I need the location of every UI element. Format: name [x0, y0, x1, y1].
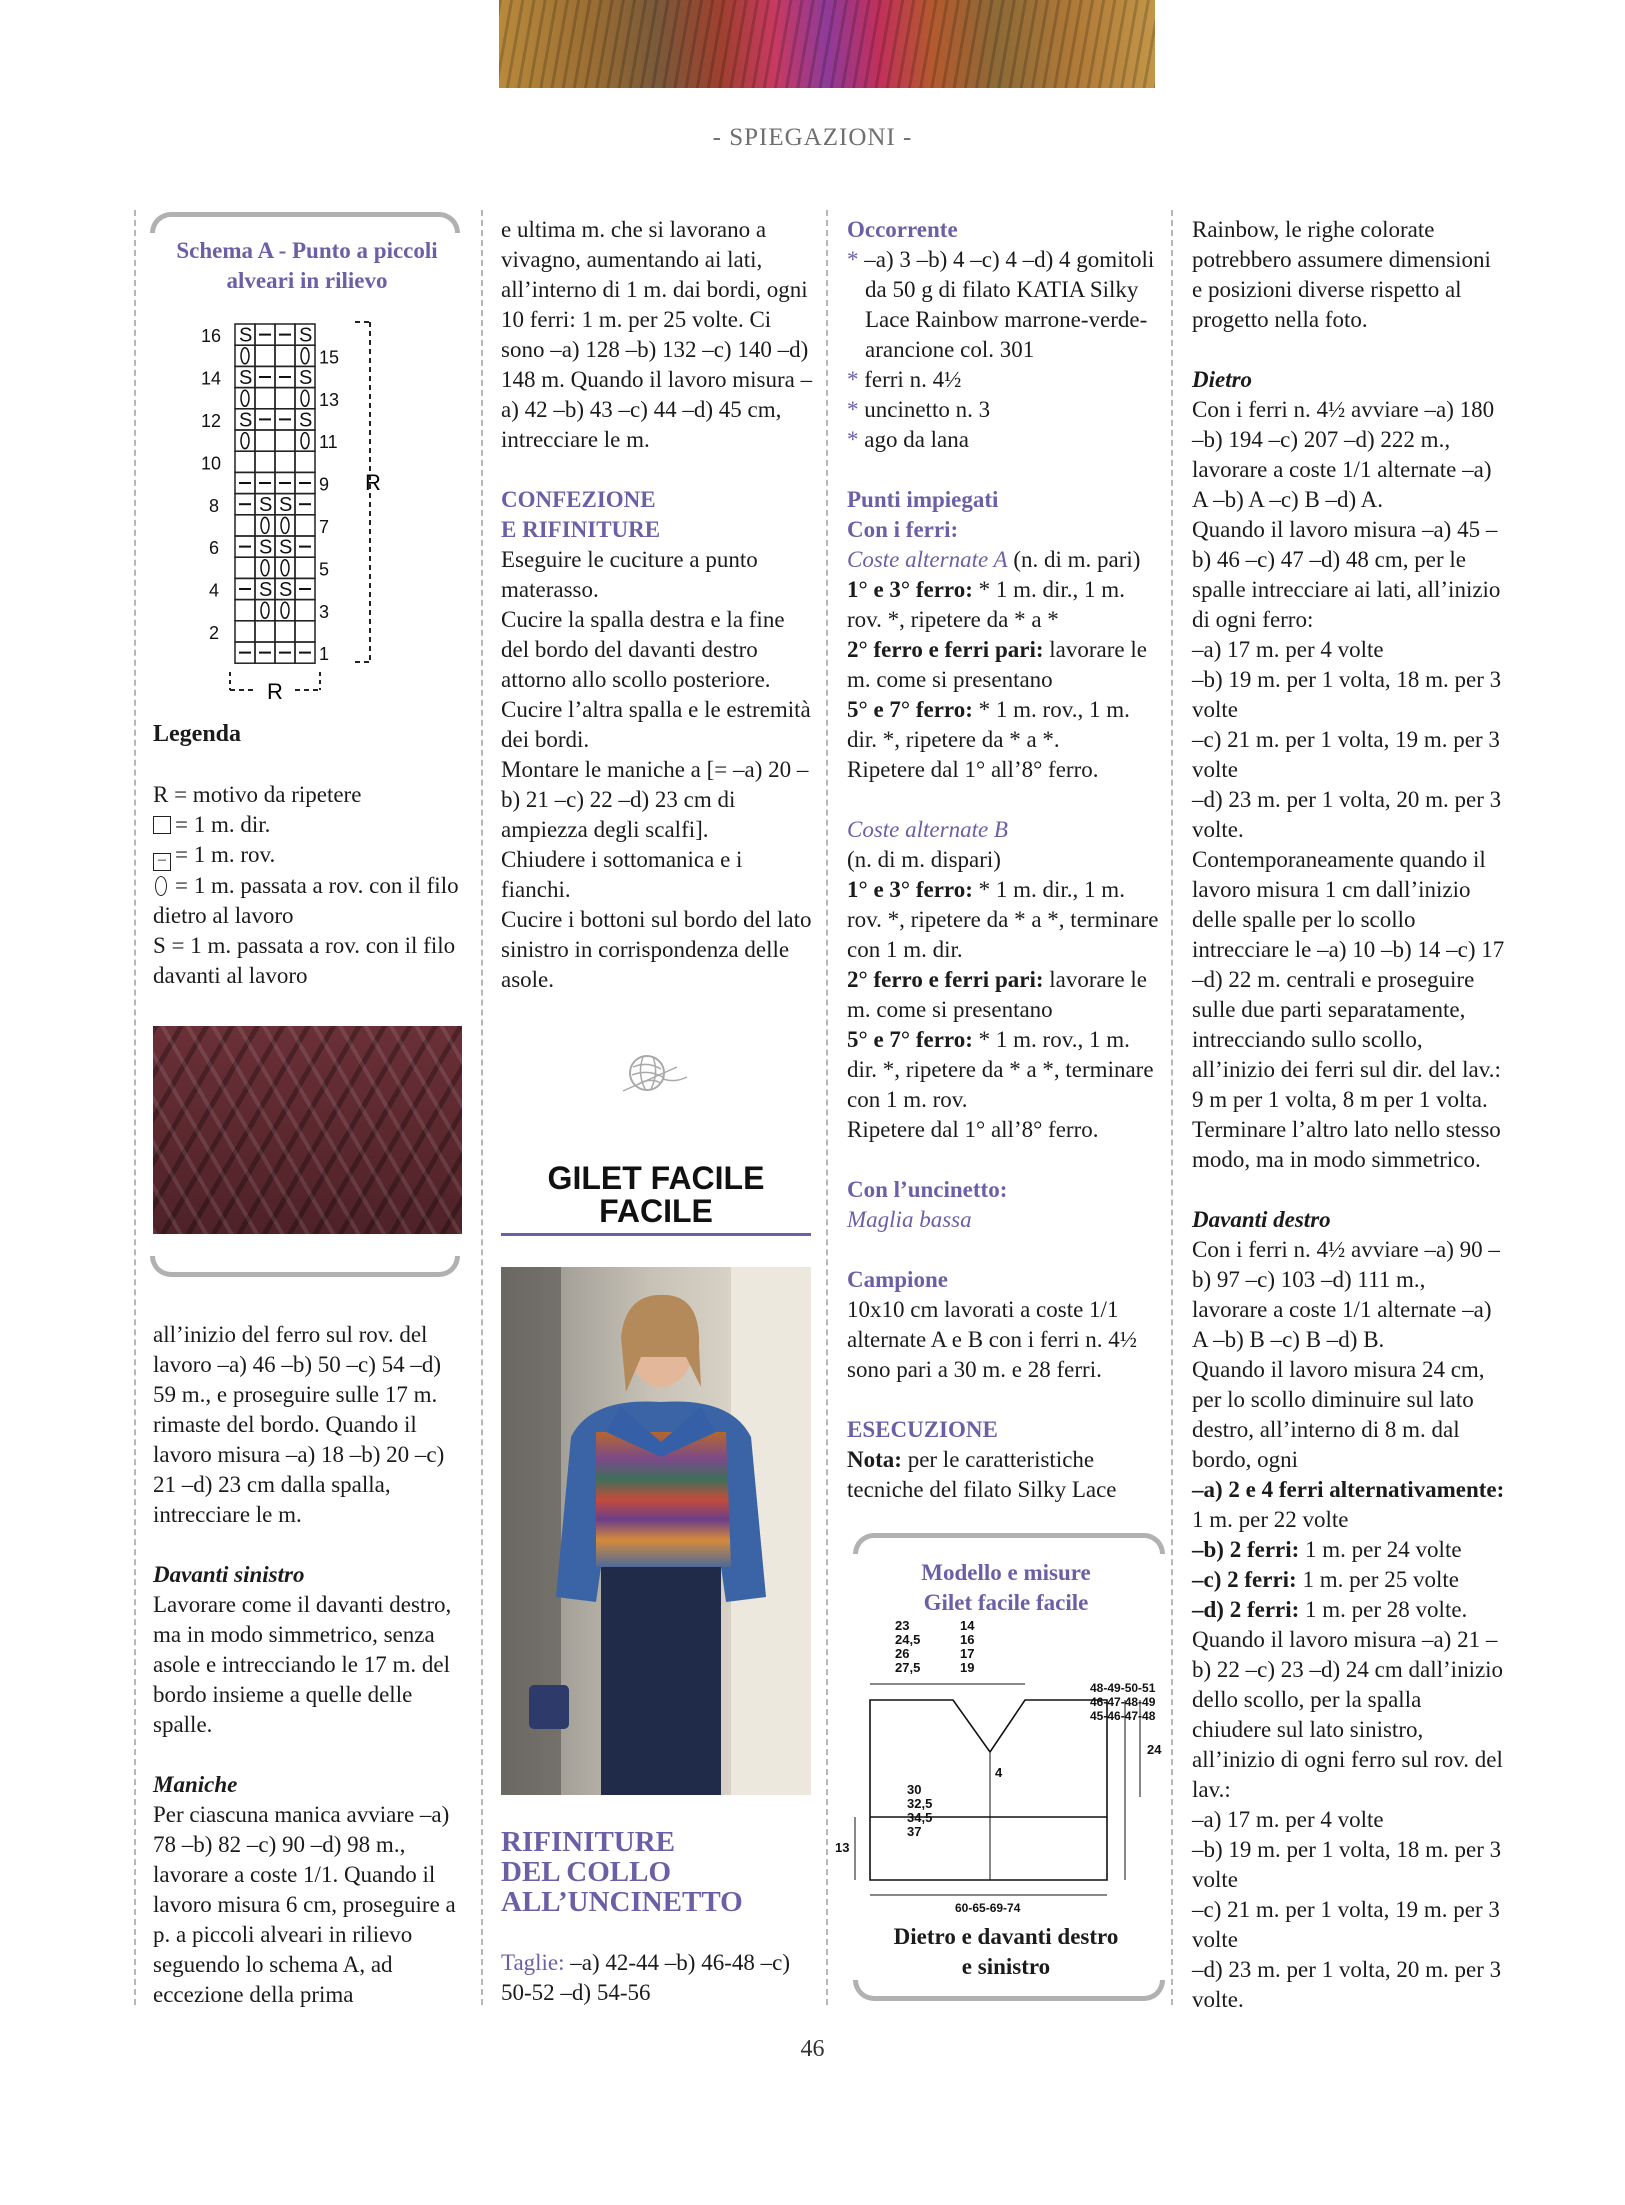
- chart-cell: [235, 451, 255, 472]
- row-number: 9: [319, 474, 330, 495]
- chart-cell: [275, 621, 295, 642]
- legend-title: Legenda: [153, 721, 242, 747]
- chart-cell: [275, 451, 295, 472]
- chart-cell: [295, 451, 315, 472]
- chart-cell: [295, 600, 315, 621]
- chart-cell: [275, 388, 295, 409]
- project-title: GILET FACILE FACILE: [547, 1160, 765, 1229]
- row-number: 4: [209, 580, 220, 601]
- rifiniture-title: RIFINITURE DEL COLLO ALL’UNCINETTO: [501, 1826, 743, 1918]
- slip-front-mark: S: [239, 367, 253, 389]
- slip-back-mark: [301, 348, 309, 364]
- dim-half-width: 34,5: [907, 1810, 933, 1825]
- slip-back-symbol-icon: [155, 876, 167, 896]
- dim-length: 46-47-48-49: [1090, 1695, 1156, 1709]
- legend-item: = 1 m. passata a rov. con il filo dietro al lavoro: [153, 873, 459, 928]
- dim-shoulder: 26: [895, 1646, 910, 1661]
- column-divider: [134, 210, 136, 2005]
- slip-front-mark: S: [299, 367, 313, 389]
- slip-back-mark: [301, 390, 309, 406]
- stitch-swatch-photo: [153, 1026, 462, 1234]
- row-number: 15: [319, 347, 340, 368]
- slip-front-mark: S: [239, 324, 253, 347]
- taglie: Taglie: –a) 42-44 –b) 46-48 –c) 50-52 –d) 54-56: [501, 1950, 790, 2005]
- dim-shoulder: 27,5: [895, 1660, 921, 1675]
- slip-front-mark: S: [259, 494, 273, 517]
- chart-cell: [235, 557, 255, 578]
- col2-text: e ultima m. che si lavorano a vivagno, aumentando ai lati, all’interno di 1 m. dai bordi, ogni 10 ferri: 1 m. per 25 volte. Ci sono –a) 128 –b) 132 –c) 140 –d) 148 m. Quando il lavoro misura –a) 42 –b) 43 –c) 44 –d) 45 cm, intrecciare le m. CONFEZIONE E RIFINITURE Eseguire le cuciture a punto materasso. Cucire la spalla destra e la fine del bordo del davanti destro attorno allo scollo posteriore. Cucire l’altra spalla e le estremità dei bordi. Montare le maniche a [= –a) 20 –b) 21 –c) 22 –d) 23 cm di ampiezza degli scalfi]. Chiudere i sottomanica e i fianchi. Cucire i bottoni sul bordo del lato sinistro in corrispondenza delle asole.: [501, 217, 813, 992]
- slip-back-mark: [261, 560, 269, 576]
- chart-cell: [255, 430, 275, 451]
- knit-symbol-icon: [153, 816, 171, 834]
- chart-cell: [235, 621, 255, 642]
- chart-cell: [275, 430, 295, 451]
- schema-title: Schema A - Punto a piccoli alveari in rilievo: [176, 238, 438, 293]
- col3-text: Occorrente * –a) 3 –b) 4 –c) 4 –d) 4 gomitoli da 50 g di filato KATIA Silky Lace Rainbow marrone-verde-arancione col. 301 * ferri n. 4½ * uncinetto n. 3 * ago da lana Punti impiegati Con i ferri: Coste alternate A (n. di m. pari) 1° e 3° ferro: * 1 m. dir., 1 m. rov. *, ripetere da * a * 2° ferro e ferri pari: lavorare le m. come si presentano 5° e 7° ferro: * 1 m. rov., 1 m. dir. *, ripetere da * a *. Ripetere dal 1° all’8° ferro. Coste alternate B (n. di m. dispari) 1° e 3° ferro: * 1 m. dir., 1 m. rov. *, ripetere da * a *, terminare con 1 m. dir. 2° ferro e ferri pari: lavorare le m. come si presentano 5° e 7° ferro: * 1 m. rov., 1 m. dir. *, ripetere da * a *, terminare con 1 m. rov. Ripetere dal 1° all’8° ferro. Con l’uncinetto: Maglia bassa Campione 10x10 cm lavorati a coste 1/1 alternate A e B con i ferri n. 4½ sono pari a 30 m. e 28 ferri. ESECUZIONE Nota: per le caratteristiche tecniche del filato Silky Lace: [847, 217, 1159, 1502]
- chart-cell: [295, 557, 315, 578]
- page-number: 46: [800, 2036, 825, 2062]
- repeat-mark-right: R: [365, 470, 381, 495]
- dim-neck: 17: [960, 1646, 975, 1661]
- stitch-chart: [195, 312, 395, 707]
- chart-cell: [295, 515, 315, 536]
- legend: [153, 780, 463, 991]
- column-divider: [481, 210, 483, 2005]
- dim-hem: 13: [835, 1840, 850, 1855]
- model-photo: [501, 1267, 811, 1795]
- dim-half-width: 37: [907, 1824, 922, 1839]
- box-bracket-bottom: [853, 1980, 1165, 2001]
- row-number: 1: [319, 644, 330, 665]
- dim-half-width: 32,5: [907, 1796, 933, 1811]
- dim-shoulder: 24,5: [895, 1632, 921, 1647]
- box-bracket-top: [150, 212, 460, 233]
- row-number: 3: [319, 601, 330, 622]
- row-number: 6: [209, 538, 220, 559]
- purl-symbol-icon: –: [153, 853, 171, 871]
- slip-back-mark: [281, 602, 289, 618]
- row-number: 13: [319, 389, 340, 410]
- slip-front-mark: S: [259, 579, 273, 601]
- slip-front-mark: S: [299, 409, 313, 432]
- column-divider: [826, 210, 828, 2005]
- dim-length: 45-46-47-48: [1090, 1709, 1156, 1723]
- slip-front-mark: S: [259, 536, 273, 559]
- chart-cell: [275, 345, 295, 366]
- row-number: 10: [201, 453, 222, 474]
- dim-width: 60-65-69-74: [955, 1901, 1021, 1912]
- chart-cell: [235, 515, 255, 536]
- legend-item: S = 1 m. passata a rov. con il filo davanti al lavoro: [153, 933, 456, 988]
- col1-bottom-text: all’inizio del ferro sul rov. del lavoro –a) 46 –b) 50 –c) 54 –d) 59 m., e proseguire sulle 17 m. rimaste del bordo. Quando il lavoro misura –a) 18 –b) 20 –c) 21 –d) 23 cm dalla spalla, intrecciare le m. Davanti sinistro Lavorare come il davanti destro, ma in modo simmetrico, senza asole e intrecciando le 17 m. del bordo insieme a quelle delle spalle. Maniche Per ciascuna manica avviare –a) 78 –b) 82 –c) 90 –d) 98 m., lavorare a coste 1/1. Quando il lavoro misura 6 cm, proseguire a p. a piccoli alveari in rilievo seguendo lo schema A, ad eccezione della prima: [153, 1322, 456, 2007]
- slip-front-mark: S: [279, 494, 293, 517]
- section-header: - SPIEGAZIONI -: [712, 124, 913, 151]
- slip-back-mark: [261, 517, 269, 533]
- row-number: 14: [201, 368, 222, 389]
- legend-item: R = motivo da ripetere: [153, 782, 362, 807]
- diagram-caption: Dietro e davanti destro e sinistro: [893, 1924, 1119, 1979]
- box-bracket-top: [853, 1533, 1165, 1554]
- slip-back-mark: [241, 390, 249, 406]
- chart-cell: [255, 451, 275, 472]
- dim-half-width: 30: [907, 1782, 922, 1797]
- yarn-ball-icon: [615, 1047, 695, 1097]
- chart-cell: [255, 345, 275, 366]
- legend-item: – = 1 m. rov.: [153, 840, 463, 871]
- row-number: 8: [209, 495, 220, 516]
- slip-back-mark: [241, 348, 249, 364]
- slip-front-mark: S: [279, 536, 293, 559]
- title-rule: [501, 1233, 811, 1236]
- row-number: 16: [201, 326, 222, 347]
- chart-cell: [235, 600, 255, 621]
- repeat-mark-bottom: R: [267, 679, 283, 704]
- row-number: 11: [319, 432, 338, 453]
- dim-neck: 19: [960, 1660, 975, 1675]
- slip-front-mark: S: [279, 579, 293, 601]
- chart-cell: [295, 621, 315, 642]
- dim-shoulder: 23: [895, 1618, 910, 1633]
- dim-armhole: 24: [1147, 1742, 1162, 1757]
- chart-cell: [255, 621, 275, 642]
- modello-title: Modello e misure Gilet facile facile: [921, 1560, 1091, 1615]
- legend-item: = 1 m. dir.: [153, 810, 463, 840]
- garment-diagram: [835, 1612, 1175, 1912]
- slip-back-mark: [241, 433, 249, 449]
- col4-text: Rainbow, le righe colorate potrebbero assumere dimensioni e posizioni diverse rispetto al progetto nella foto. Dietro Con i ferri n. 4½ avviare –a) 180 –b) 194 –c) 207 –d) 222 m., lavorare a coste 1/1 alternate –a) A –b) A –c) B –d) A. Quando il lavoro misura –a) 45 –b) 46 –c) 47 –d) 48 cm, per le spalle intrecciare ai lati, all’inizio di ogni ferro: –a) 17 m. per 4 volte –b) 19 m. per 1 volta, 18 m. per 3 volte –c) 21 m. per 1 volta, 19 m. per 3 volte –d) 23 m. per 1 volta, 20 m. per 3 volte. Contemporaneamente quando il lavoro misura 1 cm dall’inizio delle spalle per lo scollo intrecciare le –a) 10 –b) 14 –c) 17 –d) 22 m. centrali e proseguire sulle due parti separatamente, intrecciando sullo scollo, all’inizio dei ferri sul dir. del lav.: 9 m per 1 volta, 8 m per 1 volta. Terminare l’altro lato nello stesso modo, ma in modo simmetrico. Davanti destro Con i ferri n. 4½ avviare –a) 90 –b) 97 –c) 103 –d) 111 m., lavorare a coste 1/1 alternate –a) A –b) B –c) B –d) B. Quando il lavoro misura 24 cm, per lo scollo diminuire sul lato destro, all’interno di 8 m. dal bordo, ogni –a) 2 e 4 ferri alternativamente: 1 m. per 22 volte –b) 2 ferri: 1 m. per 24 volte –c) 2 ferri: 1 m. per 25 volte –d) 2 ferri: 1 m. per 28 volte. Quando il lavoro misura –a) 21 –b) 22 –c) 23 –d) 24 cm dall’inizio dello scollo, per la spalla chiudere sul lato sinistro, all’inizio di ogni ferro sul rov. del lav.: –a) 17 m. per 4 volte –b) 19 m. per 1 volta, 18 m. per 3 volte –c) 21 m. per 1 volta, 19 m. per 3 volte –d) 23 m. per 1 volta, 20 m. per 3 volte.: [1192, 217, 1505, 2012]
- dim-neck: 14: [960, 1618, 975, 1633]
- row-number: 2: [209, 623, 220, 643]
- slip-front-mark: S: [239, 409, 253, 432]
- dim-length: 48-49-50-51: [1090, 1681, 1156, 1695]
- row-number: 5: [319, 559, 330, 580]
- top-yarn-banner: [499, 0, 1155, 88]
- box-bracket-bottom: [150, 1256, 460, 1277]
- slip-front-mark: S: [299, 324, 313, 347]
- chart-cell: [255, 388, 275, 409]
- row-number: 7: [319, 517, 330, 537]
- slip-back-mark: [261, 602, 269, 618]
- dim-front-neck: 4: [995, 1765, 1003, 1780]
- row-number: 12: [201, 411, 222, 431]
- slip-back-mark: [281, 560, 289, 576]
- slip-back-mark: [281, 517, 289, 533]
- dim-neck: 16: [960, 1632, 975, 1647]
- slip-back-mark: [301, 433, 309, 449]
